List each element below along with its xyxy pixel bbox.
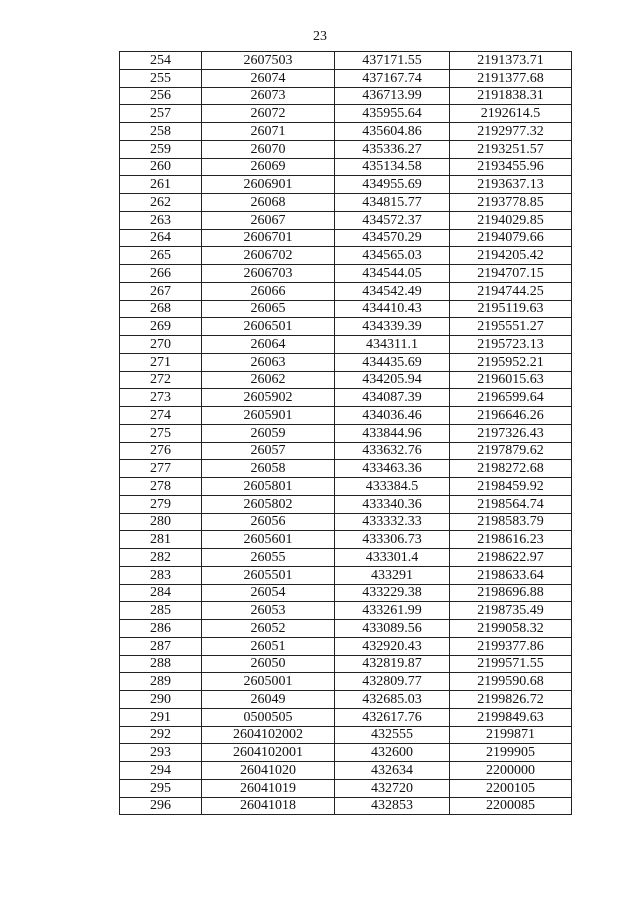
y-coordinate-cell: 2191373.71	[450, 52, 572, 70]
table-row	[120, 637, 572, 655]
row-index-cell: 294	[120, 762, 202, 780]
x-coordinate-cell: 432555	[335, 726, 450, 744]
x-coordinate-cell: 432809.77	[335, 673, 450, 691]
point-id-cell: 26069	[202, 158, 335, 176]
x-coordinate-cell: 433340.36	[335, 495, 450, 513]
point-id-cell: 26068	[202, 194, 335, 212]
row-index-cell: 295	[120, 779, 202, 797]
table-row	[120, 744, 572, 762]
y-coordinate-cell: 2198622.97	[450, 549, 572, 567]
y-coordinate-cell: 2198616.23	[450, 531, 572, 549]
row-index-cell: 270	[120, 336, 202, 354]
table-row	[120, 762, 572, 780]
point-id-cell: 2606702	[202, 247, 335, 265]
coordinates-table-body	[120, 52, 572, 815]
x-coordinate-cell: 433844.96	[335, 424, 450, 442]
table-row	[120, 282, 572, 300]
row-index-cell: 265	[120, 247, 202, 265]
table-row	[120, 265, 572, 283]
x-coordinate-cell: 432920.43	[335, 637, 450, 655]
row-index-cell: 273	[120, 389, 202, 407]
y-coordinate-cell: 2194205.42	[450, 247, 572, 265]
y-coordinate-cell: 2191838.31	[450, 87, 572, 105]
x-coordinate-cell: 437167.74	[335, 69, 450, 87]
x-coordinate-cell: 434311.1	[335, 336, 450, 354]
table-row	[120, 194, 572, 212]
x-coordinate-cell: 434339.39	[335, 318, 450, 336]
x-coordinate-cell: 436713.99	[335, 87, 450, 105]
coordinates-table	[119, 51, 572, 815]
row-index-cell: 286	[120, 620, 202, 638]
point-id-cell: 2604102002	[202, 726, 335, 744]
y-coordinate-cell: 2192977.32	[450, 123, 572, 141]
row-index-cell: 266	[120, 265, 202, 283]
row-index-cell: 292	[120, 726, 202, 744]
table-row	[120, 566, 572, 584]
row-index-cell: 261	[120, 176, 202, 194]
row-index-cell: 293	[120, 744, 202, 762]
row-index-cell: 274	[120, 407, 202, 425]
x-coordinate-cell: 434036.46	[335, 407, 450, 425]
x-coordinate-cell: 434087.39	[335, 389, 450, 407]
x-coordinate-cell: 435336.27	[335, 140, 450, 158]
table-row	[120, 779, 572, 797]
row-index-cell: 272	[120, 371, 202, 389]
x-coordinate-cell: 437171.55	[335, 52, 450, 70]
row-index-cell: 296	[120, 797, 202, 815]
x-coordinate-cell: 434815.77	[335, 194, 450, 212]
table-row	[120, 247, 572, 265]
row-index-cell: 255	[120, 69, 202, 87]
point-id-cell: 2606901	[202, 176, 335, 194]
x-coordinate-cell: 433463.36	[335, 460, 450, 478]
table-row	[120, 353, 572, 371]
point-id-cell: 26041020	[202, 762, 335, 780]
page-number: 23	[313, 29, 327, 44]
x-coordinate-cell: 433229.38	[335, 584, 450, 602]
y-coordinate-cell: 2191377.68	[450, 69, 572, 87]
row-index-cell: 281	[120, 531, 202, 549]
y-coordinate-cell: 2200000	[450, 762, 572, 780]
table-row	[120, 584, 572, 602]
y-coordinate-cell: 2198696.88	[450, 584, 572, 602]
x-coordinate-cell: 433632.76	[335, 442, 450, 460]
point-id-cell: 26052	[202, 620, 335, 638]
x-coordinate-cell: 434542.49	[335, 282, 450, 300]
point-id-cell: 26056	[202, 513, 335, 531]
y-coordinate-cell: 2194744.25	[450, 282, 572, 300]
table-row	[120, 211, 572, 229]
row-index-cell: 260	[120, 158, 202, 176]
table-row	[120, 478, 572, 496]
x-coordinate-cell: 432617.76	[335, 708, 450, 726]
point-id-cell: 26041019	[202, 779, 335, 797]
table-row	[120, 407, 572, 425]
y-coordinate-cell: 2192614.5	[450, 105, 572, 123]
row-index-cell: 283	[120, 566, 202, 584]
row-index-cell: 291	[120, 708, 202, 726]
row-index-cell: 290	[120, 691, 202, 709]
y-coordinate-cell: 2193251.57	[450, 140, 572, 158]
row-index-cell: 289	[120, 673, 202, 691]
table-row	[120, 602, 572, 620]
row-index-cell: 278	[120, 478, 202, 496]
row-index-cell: 269	[120, 318, 202, 336]
row-index-cell: 277	[120, 460, 202, 478]
row-index-cell: 288	[120, 655, 202, 673]
table-row	[120, 318, 572, 336]
row-index-cell: 262	[120, 194, 202, 212]
y-coordinate-cell: 2200085	[450, 797, 572, 815]
x-coordinate-cell: 433089.56	[335, 620, 450, 638]
table-row	[120, 691, 572, 709]
point-id-cell: 26065	[202, 300, 335, 318]
table-row	[120, 513, 572, 531]
y-coordinate-cell: 2198564.74	[450, 495, 572, 513]
point-id-cell: 2606703	[202, 265, 335, 283]
y-coordinate-cell: 2199590.68	[450, 673, 572, 691]
table-row	[120, 371, 572, 389]
x-coordinate-cell: 433332.33	[335, 513, 450, 531]
table-row	[120, 140, 572, 158]
row-index-cell: 259	[120, 140, 202, 158]
y-coordinate-cell: 2199377.86	[450, 637, 572, 655]
table-row	[120, 87, 572, 105]
row-index-cell: 254	[120, 52, 202, 70]
point-id-cell: 26072	[202, 105, 335, 123]
point-id-cell: 2605901	[202, 407, 335, 425]
point-id-cell: 26074	[202, 69, 335, 87]
point-id-cell: 26071	[202, 123, 335, 141]
table-row	[120, 726, 572, 744]
row-index-cell: 256	[120, 87, 202, 105]
point-id-cell: 26062	[202, 371, 335, 389]
x-coordinate-cell: 434205.94	[335, 371, 450, 389]
row-index-cell: 271	[120, 353, 202, 371]
row-index-cell: 282	[120, 549, 202, 567]
row-index-cell: 285	[120, 602, 202, 620]
y-coordinate-cell: 2195723.13	[450, 336, 572, 354]
point-id-cell: 26050	[202, 655, 335, 673]
point-id-cell: 26073	[202, 87, 335, 105]
row-index-cell: 279	[120, 495, 202, 513]
table-row	[120, 620, 572, 638]
point-id-cell: 26064	[202, 336, 335, 354]
x-coordinate-cell: 433384.5	[335, 478, 450, 496]
y-coordinate-cell: 2193455.96	[450, 158, 572, 176]
point-id-cell: 26058	[202, 460, 335, 478]
row-index-cell: 257	[120, 105, 202, 123]
row-index-cell: 267	[120, 282, 202, 300]
row-index-cell: 275	[120, 424, 202, 442]
point-id-cell: 2605601	[202, 531, 335, 549]
x-coordinate-cell: 432685.03	[335, 691, 450, 709]
x-coordinate-cell: 432853	[335, 797, 450, 815]
y-coordinate-cell: 2198459.92	[450, 478, 572, 496]
y-coordinate-cell: 2197879.62	[450, 442, 572, 460]
x-coordinate-cell: 434435.69	[335, 353, 450, 371]
y-coordinate-cell: 2194029.85	[450, 211, 572, 229]
point-id-cell: 26057	[202, 442, 335, 460]
point-id-cell: 2605001	[202, 673, 335, 691]
table-row	[120, 673, 572, 691]
x-coordinate-cell: 432634	[335, 762, 450, 780]
y-coordinate-cell: 2194707.15	[450, 265, 572, 283]
table-row	[120, 158, 572, 176]
y-coordinate-cell: 2195952.21	[450, 353, 572, 371]
y-coordinate-cell: 2199058.32	[450, 620, 572, 638]
point-id-cell: 0500505	[202, 708, 335, 726]
point-id-cell: 26054	[202, 584, 335, 602]
y-coordinate-cell: 2197326.43	[450, 424, 572, 442]
y-coordinate-cell: 2193778.85	[450, 194, 572, 212]
point-id-cell: 26049	[202, 691, 335, 709]
y-coordinate-cell: 2195119.63	[450, 300, 572, 318]
table-row	[120, 797, 572, 815]
point-id-cell: 26063	[202, 353, 335, 371]
x-coordinate-cell: 432819.87	[335, 655, 450, 673]
table-row	[120, 531, 572, 549]
y-coordinate-cell: 2198272.68	[450, 460, 572, 478]
y-coordinate-cell: 2196015.63	[450, 371, 572, 389]
point-id-cell: 26066	[202, 282, 335, 300]
x-coordinate-cell: 433301.4	[335, 549, 450, 567]
row-index-cell: 264	[120, 229, 202, 247]
x-coordinate-cell: 434570.29	[335, 229, 450, 247]
table-row	[120, 424, 572, 442]
y-coordinate-cell: 2194079.66	[450, 229, 572, 247]
y-coordinate-cell: 2199826.72	[450, 691, 572, 709]
y-coordinate-cell: 2198633.64	[450, 566, 572, 584]
y-coordinate-cell: 2193637.13	[450, 176, 572, 194]
x-coordinate-cell: 435604.86	[335, 123, 450, 141]
row-index-cell: 268	[120, 300, 202, 318]
row-index-cell: 276	[120, 442, 202, 460]
point-id-cell: 2605802	[202, 495, 335, 513]
point-id-cell: 2606501	[202, 318, 335, 336]
point-id-cell: 26051	[202, 637, 335, 655]
row-index-cell: 287	[120, 637, 202, 655]
point-id-cell: 2605801	[202, 478, 335, 496]
table-row	[120, 389, 572, 407]
table-row	[120, 69, 572, 87]
x-coordinate-cell: 434955.69	[335, 176, 450, 194]
point-id-cell: 26070	[202, 140, 335, 158]
x-coordinate-cell: 433291	[335, 566, 450, 584]
point-id-cell: 26067	[202, 211, 335, 229]
x-coordinate-cell: 434572.37	[335, 211, 450, 229]
point-id-cell: 2605501	[202, 566, 335, 584]
point-id-cell: 2605902	[202, 389, 335, 407]
y-coordinate-cell: 2196646.26	[450, 407, 572, 425]
y-coordinate-cell: 2199905	[450, 744, 572, 762]
table-row	[120, 336, 572, 354]
x-coordinate-cell: 435134.58	[335, 158, 450, 176]
x-coordinate-cell: 433306.73	[335, 531, 450, 549]
point-id-cell: 2604102001	[202, 744, 335, 762]
point-id-cell: 26055	[202, 549, 335, 567]
row-index-cell: 280	[120, 513, 202, 531]
row-index-cell: 258	[120, 123, 202, 141]
x-coordinate-cell: 432720	[335, 779, 450, 797]
row-index-cell: 263	[120, 211, 202, 229]
table-row	[120, 229, 572, 247]
y-coordinate-cell: 2195551.27	[450, 318, 572, 336]
y-coordinate-cell: 2196599.64	[450, 389, 572, 407]
table-row	[120, 460, 572, 478]
y-coordinate-cell: 2200105	[450, 779, 572, 797]
table-row	[120, 300, 572, 318]
table-row	[120, 495, 572, 513]
table-row	[120, 655, 572, 673]
point-id-cell: 2607503	[202, 52, 335, 70]
table-row	[120, 442, 572, 460]
table-row	[120, 52, 572, 70]
x-coordinate-cell: 433261.99	[335, 602, 450, 620]
y-coordinate-cell: 2199571.55	[450, 655, 572, 673]
point-id-cell: 26041018	[202, 797, 335, 815]
table-row	[120, 123, 572, 141]
x-coordinate-cell: 434544.05	[335, 265, 450, 283]
y-coordinate-cell: 2198735.49	[450, 602, 572, 620]
y-coordinate-cell: 2199849.63	[450, 708, 572, 726]
point-id-cell: 26053	[202, 602, 335, 620]
table-row	[120, 105, 572, 123]
x-coordinate-cell: 434410.43	[335, 300, 450, 318]
x-coordinate-cell: 435955.64	[335, 105, 450, 123]
table-row	[120, 708, 572, 726]
point-id-cell: 26059	[202, 424, 335, 442]
table-row	[120, 549, 572, 567]
row-index-cell: 284	[120, 584, 202, 602]
x-coordinate-cell: 434565.03	[335, 247, 450, 265]
x-coordinate-cell: 432600	[335, 744, 450, 762]
y-coordinate-cell: 2198583.79	[450, 513, 572, 531]
y-coordinate-cell: 2199871	[450, 726, 572, 744]
table-row	[120, 176, 572, 194]
point-id-cell: 2606701	[202, 229, 335, 247]
